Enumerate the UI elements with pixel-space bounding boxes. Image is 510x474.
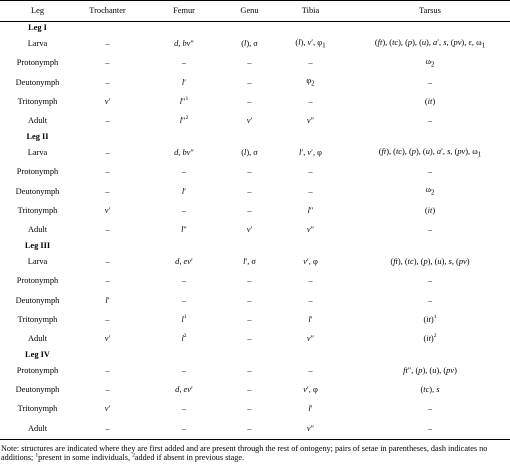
tibia-cell: –: [308, 167, 313, 177]
table-row: [0, 400, 510, 419]
stage-cell: Protonymph: [16, 58, 59, 68]
genu-cell: –: [247, 404, 252, 414]
header-trochanter: Trochanter: [75, 1, 140, 22]
stage-cell: Adult: [27, 116, 48, 126]
leg-section-heading-row: [0, 240, 510, 253]
trochanter-cell: –: [105, 38, 110, 48]
trochanter-cell: –: [105, 385, 110, 395]
empty-cell: [228, 349, 271, 362]
trochanter-cell: –: [105, 116, 110, 126]
tibia-cell: –: [308, 276, 313, 286]
trochanter-cell: –: [105, 77, 110, 87]
trochanter-cell: l′: [105, 295, 110, 305]
tarsus-cell: (tc), s: [420, 385, 440, 395]
empty-cell: [75, 131, 140, 144]
genu-cell: –: [247, 205, 252, 215]
tibia-cell: v′, φ: [303, 385, 318, 395]
table-row: [0, 252, 510, 271]
trochanter-cell: v′: [104, 404, 111, 414]
table-footnote: Note: structures are indicated where they are first added and are present through the rest of ontogeny; pairs of setae in parentheses, dash indicates no additions; $^1$present in some individuals, $^2$added if absent in previous stage.: [1, 443, 488, 463]
genu-cell: –: [247, 385, 252, 395]
tibia-cell: (l), v′, $\varphi_1$: [295, 37, 326, 50]
trochanter-cell: –: [105, 276, 110, 286]
femur-cell: l″$^2$: [179, 115, 189, 126]
tarsus-cell: (it)$^2$: [423, 333, 437, 344]
stage-cell: Protonymph: [16, 365, 59, 375]
table-row: [0, 35, 510, 54]
genu-cell: (l), σ: [241, 147, 258, 157]
stage-cell: Tritonymph: [17, 404, 58, 414]
stage-cell: Tritonymph: [17, 96, 58, 106]
stage-cell: Deutonymph: [15, 295, 60, 305]
tarsus-cell: (ft), (tc), (p), (u), a′, s, (pv), ε, $\omega_1$: [374, 37, 486, 50]
stage-cell: Deutonymph: [15, 385, 60, 395]
table-row: [0, 310, 510, 329]
empty-cell: [140, 131, 228, 144]
tarsus-cell: (ft), (tc), (p), (u), s, (pv): [390, 256, 470, 266]
header-tibia: Tibia: [271, 1, 350, 22]
femur-cell: –: [181, 58, 187, 68]
tibia-cell: v″: [306, 334, 315, 344]
genu-cell: (l), σ: [241, 38, 258, 48]
tibia-cell: –: [308, 58, 313, 68]
femur-cell: d, bv″: [174, 147, 194, 157]
tarsus-cell: ft″, (p), (u), (pv): [403, 365, 457, 375]
tarsus-cell: (it): [424, 205, 436, 215]
genu-cell: l′, σ: [243, 256, 256, 266]
empty-cell: [228, 131, 271, 144]
trochanter-cell: –: [105, 186, 110, 196]
trochanter-cell: –: [105, 147, 110, 157]
genu-cell: –: [247, 96, 252, 106]
empty-cell: [75, 22, 140, 35]
table-row: [0, 92, 510, 111]
tarsus-cell: –: [427, 404, 433, 414]
genu-cell: –: [247, 167, 252, 177]
femur-cell: $l^1$: [181, 314, 187, 324]
leg-section-title: Leg IV: [25, 350, 50, 359]
stage-cell: Adult: [0, 419, 75, 439]
empty-cell: [350, 240, 510, 253]
empty-cell: [350, 349, 510, 362]
header-tarsus: Tarsus: [350, 1, 510, 22]
tarsus-cell: –: [427, 77, 433, 87]
tibia-cell: –: [308, 96, 313, 106]
stage-cell: Tritonymph: [17, 314, 58, 324]
empty-cell: [271, 349, 350, 362]
tarsus-cell: –: [427, 295, 433, 305]
empty-cell: [75, 240, 140, 253]
header-femur: Femur: [140, 1, 228, 22]
table-row: [0, 143, 510, 162]
femur-cell: d, ev′: [175, 256, 193, 266]
leg-section-title: Leg II: [26, 132, 49, 142]
tarsus-cell: (it): [424, 96, 436, 106]
empty-cell: [75, 349, 140, 362]
stage-cell: Protonymph: [16, 167, 59, 177]
tibia-cell: l″: [307, 205, 314, 215]
trochanter-cell: –: [105, 365, 110, 375]
table-row: [0, 381, 510, 400]
tibia-cell: l′: [308, 404, 313, 414]
genu-cell: –: [228, 419, 271, 439]
trochanter-cell: –: [105, 314, 110, 324]
femur-cell: –: [181, 365, 187, 375]
table-row: [0, 73, 510, 92]
table-row: [0, 291, 510, 310]
stage-cell: Adult: [27, 334, 48, 344]
tibia-cell: –: [308, 295, 313, 305]
tarsus-cell: –: [427, 225, 433, 235]
femur-cell: –: [181, 276, 187, 286]
femur-cell: l′: [181, 186, 187, 196]
femur-cell: l′: [181, 77, 187, 87]
genu-cell: –: [247, 295, 252, 305]
femur-cell: l″: [181, 225, 187, 235]
tibia-cell: v″: [306, 225, 315, 235]
table-row: [0, 54, 510, 73]
genu-cell: v′: [246, 116, 253, 126]
empty-cell: [228, 22, 271, 35]
empty-cell: [350, 22, 510, 35]
tarsus-cell: $\omega_2$: [425, 57, 435, 69]
genu-cell: v′: [246, 225, 253, 235]
tibia-cell: l′, v′, φ: [299, 147, 322, 157]
femur-cell: d, bv″: [174, 38, 194, 48]
table-row: [0, 272, 510, 291]
femur-cell: –: [181, 295, 187, 305]
leg-section-title: Leg III: [24, 241, 51, 251]
table-row: [0, 330, 510, 349]
empty-cell: [228, 240, 271, 253]
tibia-cell: –: [308, 186, 313, 196]
trochanter-cell: –: [105, 167, 110, 177]
trochanter-cell: v′: [104, 96, 111, 106]
table-row: [0, 221, 510, 240]
stage-cell: Larva: [27, 38, 48, 48]
tarsus-cell: (ft), (tc), (p), (u), a′, s, (pv), $\omega_1$: [378, 146, 482, 159]
femur-cell: $l^2$: [181, 333, 187, 344]
table-header-row: [0, 1, 510, 22]
empty-cell: [271, 240, 350, 253]
empty-cell: [140, 22, 228, 35]
empty-cell: [350, 131, 510, 144]
tibia-cell: l′: [308, 314, 313, 324]
tibia-cell: v″: [306, 116, 315, 126]
tarsus-cell: (it)$^1$: [423, 314, 437, 324]
trochanter-cell: v′: [104, 205, 111, 215]
trochanter-cell: –: [105, 58, 110, 68]
tarsus-cell: $\omega_2$: [425, 185, 435, 198]
empty-cell: [140, 349, 228, 362]
stage-cell: Deutonymph: [15, 186, 60, 196]
table-row: [0, 182, 510, 201]
table-body: [0, 22, 510, 440]
table-row: [0, 112, 510, 131]
tarsus-cell: –: [427, 276, 433, 286]
empty-cell: [271, 131, 350, 144]
tarsus-cell: –: [427, 116, 433, 126]
header-leg: Leg: [0, 1, 75, 22]
trochanter-cell: v′: [104, 334, 111, 344]
stage-cell: Larva: [27, 256, 48, 266]
stage-cell: Tritonymph: [17, 205, 58, 215]
femur-cell: –: [140, 419, 228, 439]
stage-cell: Protonymph: [16, 276, 59, 286]
tibia-cell: v′, φ: [303, 256, 318, 266]
tibia-cell: $\varphi_2$: [306, 76, 315, 89]
tarsus-cell: –: [427, 167, 433, 177]
stage-cell: Larva: [27, 147, 48, 157]
genu-cell: –: [247, 334, 252, 344]
trochanter-cell: –: [75, 419, 140, 439]
femur-cell: d, ev′: [175, 385, 193, 395]
table-row: [0, 201, 510, 220]
tarsus-cell: –: [350, 419, 510, 439]
genu-cell: –: [247, 365, 252, 375]
table-row: [0, 163, 510, 182]
femur-cell: –: [181, 205, 187, 215]
femur-cell: l″$^1$: [179, 96, 189, 106]
tibia-cell: v″: [271, 419, 350, 439]
table-row: [0, 361, 510, 380]
leg-section-heading-row: [0, 349, 510, 362]
leg-section-heading-row: [0, 131, 510, 144]
genu-cell: –: [247, 276, 252, 286]
tibia-cell: –: [308, 365, 313, 375]
empty-cell: [271, 22, 350, 35]
genu-cell: –: [247, 186, 252, 196]
table-row: [0, 419, 510, 439]
femur-cell: –: [181, 404, 187, 414]
genu-cell: –: [247, 77, 252, 87]
stage-cell: Adult: [27, 225, 48, 235]
genu-cell: –: [247, 58, 252, 68]
trochanter-cell: –: [105, 256, 110, 266]
header-genu: Genu: [228, 1, 271, 22]
leg-section-heading-row: [0, 22, 510, 35]
femur-cell: –: [181, 167, 187, 177]
trochanter-cell: –: [105, 225, 110, 235]
leg-section-title: Leg I: [28, 23, 47, 33]
genu-cell: –: [247, 314, 252, 324]
stage-cell: Deutonymph: [15, 77, 60, 87]
empty-cell: [140, 240, 228, 253]
